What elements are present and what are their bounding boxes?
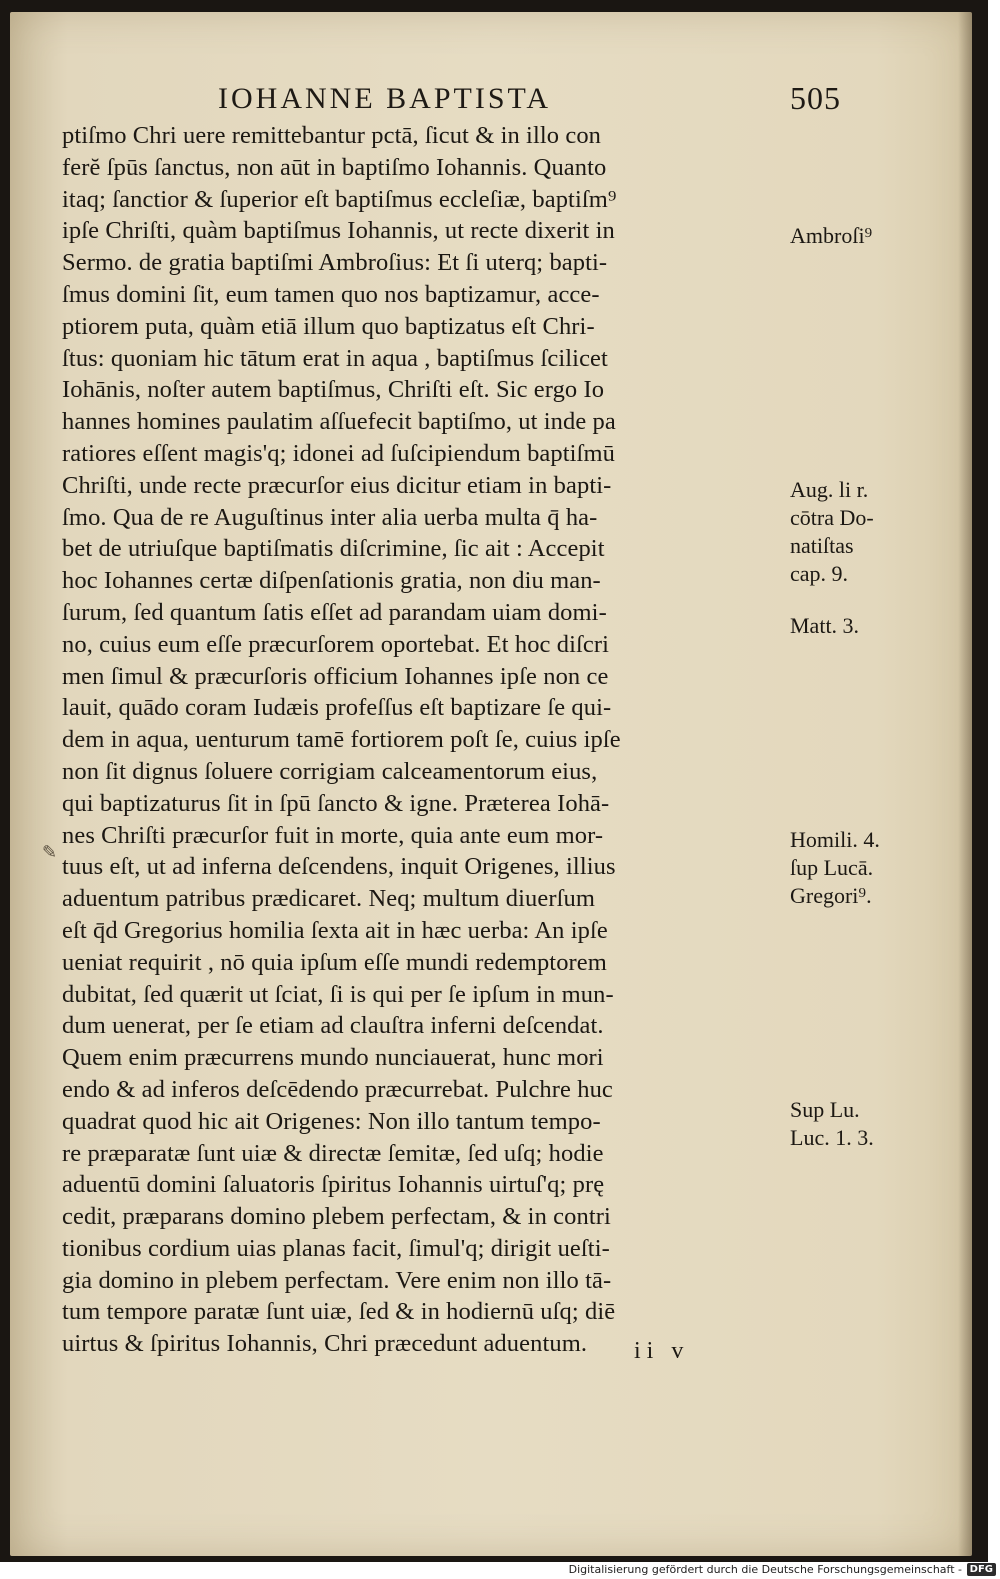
text-line: quadrat quod hic ait Origenes: Non illo tantum tempo- xyxy=(62,1107,601,1135)
text-line: no, cuius eum eſſe præcurſorem oportebat. Et hoc diſcri xyxy=(62,630,610,658)
text-line: gia domino in plebem perfectam. Vere enim non illo tā- xyxy=(62,1266,612,1294)
text-line: ſmo. Qua de re Auguſtinus inter alia uerba multa q̄ ha- xyxy=(62,503,598,531)
margin-note-line: Aug. li r. xyxy=(790,477,869,502)
text-line: men ſimul & præcurſoris officium Iohannes ipſe non ce xyxy=(62,662,609,690)
text-line: Quem enim præcurrens mundo nunciauerat, hunc mori xyxy=(62,1044,604,1072)
text-line: uirtus & ſpiritus Iohannis, Chri præcedunt aduentum. xyxy=(62,1330,588,1358)
running-head: IOHANNE BAPTISTA xyxy=(218,82,552,115)
text-line: non ſit dignus ſoluere corrigiam calceamentorum eius, xyxy=(62,757,598,785)
margin-note-line: ſup Lucā. xyxy=(790,855,874,880)
text-line: ratiores eſſent magis'q; idonei ad ſuſcipiendum baptiſmū xyxy=(62,439,615,467)
signature-mark: ii v xyxy=(634,1338,690,1364)
text-line: lauit, quādo coram Iudæis profeſſus eſt baptizare ſe qui- xyxy=(62,694,612,722)
margin-note-line: Matt. 3. xyxy=(790,613,860,638)
text-line: cedit, præparans domino plebem perfectam, & in contri xyxy=(62,1203,611,1231)
margin-note-augustinus xyxy=(790,476,874,588)
text-line: hannes homines paulatim aſſuefecit baptiſmo, ut inde pa xyxy=(62,408,616,436)
text-line: bet de utriuſque baptiſmatis diſcrimine, ſic ait : Accepit xyxy=(62,535,605,563)
margin-note-gregorius xyxy=(790,882,872,910)
text-line: dum uenerat, per ſe etiam ad clauſtra inferni deſcendat. xyxy=(62,1012,604,1040)
text-line: eſt q̄d Gregorius homilia ſexta ait in hæc uerba: An ipſe xyxy=(62,916,608,944)
pencil-mark-icon: ✎ xyxy=(42,842,58,863)
margin-note-line: Ambroſi⁹ xyxy=(790,223,873,248)
text-line: Chriſti, unde recte præcurſor eius dicitur etiam in bapti- xyxy=(62,471,612,499)
text-line: tionibus cordium uias planas facit, ſimul'q; dirigit ueſti- xyxy=(62,1234,610,1262)
text-line: aduentū domini ſaluatoris ſpiritus Iohannis uirtuſ'q; prę xyxy=(62,1171,605,1199)
text-line: ipſe Chriſti, quàm baptiſmus Iohannis, ut recte dixerit in xyxy=(62,217,615,245)
text-line: ſmus domini ſit, eum tamen quo nos baptizamur, acce- xyxy=(62,280,600,308)
margin-note-lucas xyxy=(790,1096,874,1152)
margin-note-line: Homili. 4. xyxy=(790,827,880,852)
text-line: tum tempore paratæ ſunt uiæ, ſed & in hodiernū uſq; diē xyxy=(62,1298,616,1326)
dfg-logo: DFG xyxy=(967,1563,996,1576)
text-line: ſtus: quoniam hic tātum erat in aqua , baptiſmus ſcilicet xyxy=(62,344,608,372)
text-line: ptiorem puta, quàm etiā illum quo baptizatus eſt Chri- xyxy=(62,312,595,340)
text-line: hoc Iohannes certæ diſpenſationis gratia, non diu man- xyxy=(62,567,601,595)
text-line: endo & ad inferos deſcēdendo præcurrebat. Pulchre huc xyxy=(62,1075,613,1103)
margin-note-matthaeus xyxy=(790,612,859,640)
text-line: Iohānis, noſter autem baptiſmus, Chriſti eſt. Sic ergo Io xyxy=(62,376,605,404)
text-line: ſurum, ſed quantum ſatis eſſet ad parandam uiam domi- xyxy=(62,598,607,626)
text-line: tuus eſt, ut ad inferna deſcendens, inquit Origenes, illius xyxy=(62,853,616,881)
text-line: dem in aqua, uenturum tamē fortiorem poſt ſe, cuius ipſe xyxy=(62,726,621,754)
text-line: aduentum patribus prædicaret. Neq; multum diuerſum xyxy=(62,885,595,913)
page-number: 505 xyxy=(790,80,841,116)
text-line: re præparatæ ſunt uiæ & directæ ſemitæ, ſed uſq; hodie xyxy=(62,1139,604,1167)
body-text xyxy=(62,120,797,1360)
text-line: Sermo. de gratia baptiſmi Ambroſius: Et ſi uterq; bapti- xyxy=(62,249,608,277)
margin-note-line: Gregori⁹. xyxy=(790,883,872,908)
margin-note-line: Luc. 1. 3. xyxy=(790,1125,874,1150)
margin-note-line: natiſtas xyxy=(790,533,854,558)
margin-note-line: cōtra Do- xyxy=(790,505,874,530)
text-line: nes Chriſti præcurſor fuit in morte, quia ante eum mor- xyxy=(62,821,604,849)
text-line: qui baptizaturus ſit in ſpū ſancto & igne. Præterea Iohā- xyxy=(62,789,610,817)
footer-credit: Digitalisierung gefördert durch die Deutsche Forschungsgemeinschaft - xyxy=(568,1563,962,1576)
text-line: ferĕ ſpūs ſanctus, non aūt in baptiſmo Iohannis. Quanto xyxy=(62,153,607,181)
margin-note-origenes xyxy=(790,826,880,882)
margin-note-ambrosius xyxy=(790,222,872,250)
text-line: dubitat, ſed quærit ut ſciat, ſi is qui per ſe ipſum in mun- xyxy=(62,980,614,1008)
text-line: itaq; ſanctior & ſuperior eſt baptiſmus eccleſiæ, baptiſm⁹ xyxy=(62,185,617,213)
text-line: ueniat requirit , nō quia ipſum eſſe mundi redemptorem xyxy=(62,948,607,976)
margin-note-line: Sup Lu. xyxy=(790,1097,860,1122)
page-edge-shadow xyxy=(958,12,972,1556)
text-line: ptiſmo Chri uere remittebantur pctā, ſicut & in illo con xyxy=(62,122,602,149)
margin-note-line: cap. 9. xyxy=(790,561,849,586)
